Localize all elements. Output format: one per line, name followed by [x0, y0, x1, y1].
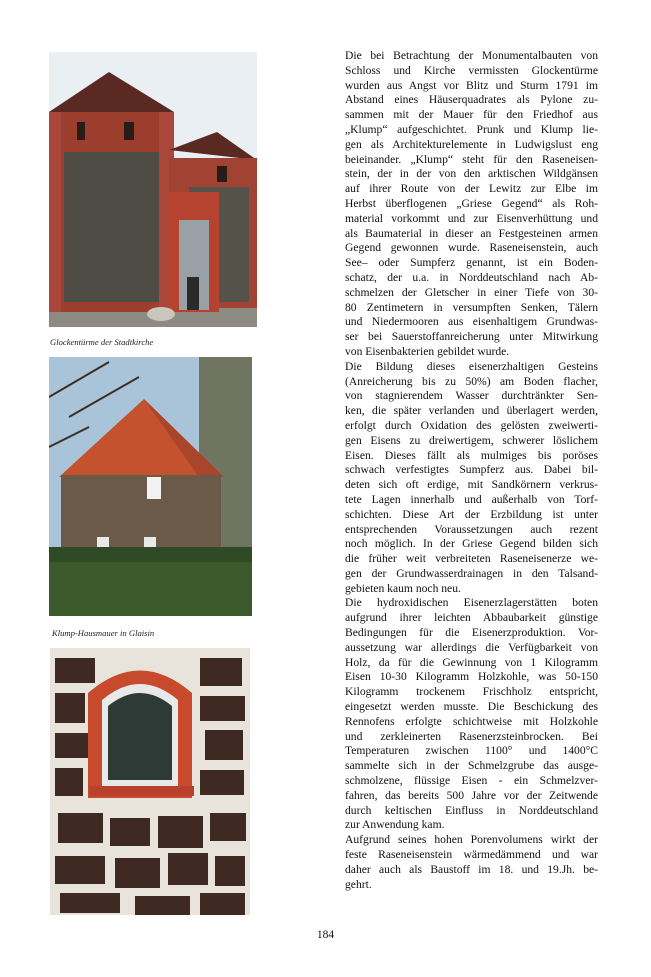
page-number: 184 — [316, 929, 335, 941]
text-line: entsprechenden Voraussetzungen auch rezent — [345, 522, 598, 536]
text-line: Herbst überflogenen „Griese Gegend“ als Roh- — [345, 196, 598, 210]
text-line: und zerkleinerten Rasenerzsteinbrocken. Bei — [345, 729, 598, 743]
text-line: Holz, da für die Gewinnung von 1 Kilogramm — [345, 655, 598, 669]
caption-bell-towers: Glockentürme der Stadtkirche — [50, 337, 154, 347]
text-line: erfolgt durch Oxidation des gelösten zweiwerti- — [345, 418, 598, 432]
text-line: Eisen. Dieses fällt als mulmiges bis poröses — [345, 448, 598, 462]
text-line: gen Eisens zu dreiwertigem, schwerer löslichem — [345, 433, 598, 447]
text-line: Die hydroxidischen Eisenerzlagerstätten boten — [345, 596, 598, 610]
text-line: Temperaturen zwischen 1100° und 1400°C — [345, 744, 598, 758]
text-line: Eisen 10-30 Kilogramm Holzkohle, was 50-150 — [345, 670, 598, 684]
text-line: Bedingungen für die Eisenerzproduktion. Vor- — [345, 626, 598, 640]
text-line: feste Raseneisenstein wärmedämmend und war — [345, 848, 598, 862]
text-line: von stagnierendem Wasser durchtränkter Sen- — [345, 389, 598, 403]
text-line: ser bei Sauerstoffanreicherung unter Mitwirkung — [345, 330, 598, 344]
text-line: aufgrund ihrer leichten Abbaubarkeit günstige — [345, 611, 598, 625]
text-line: gehrt. — [345, 877, 372, 891]
text-line: fahren, das bereits 500 Jahre vor der Zeitwende — [345, 788, 598, 802]
text-line: schichten. Diese Art der Erzbildung ist unter — [345, 507, 598, 521]
text-line: sammelte sich in der Schmelzgrube das ausge- — [345, 759, 598, 773]
text-line: die früher weit verbreiteten Raseneisenerze we- — [345, 552, 598, 566]
text-line: schwach verfestigtes Sumpferz aus. Dabei bil- — [345, 463, 598, 477]
text-line: auf ihrer Route von der Lewitz zur Elbe im — [345, 182, 598, 196]
photo-klump-house — [49, 357, 252, 616]
text-line: „Klump“ aufgeschichtet. Prunk und Klump lie- — [345, 122, 598, 136]
text-line: beieinander. „Klump“ steht für den Raseneisen- — [345, 152, 598, 166]
text-line: stein, der in der von den arktischen Wildgänsen — [345, 167, 598, 181]
photo-bell-towers — [49, 52, 257, 327]
text-line: zur Anwendung kam. — [345, 818, 445, 832]
text-line: noch möglich. In der Griese Gegend bilden sich — [345, 537, 598, 551]
photo-stone-wall-window — [50, 648, 250, 915]
text-line: tete Lagen innerhalb und außerhalb von Torf- — [345, 492, 598, 506]
text-line: (Anreicherung bis zu 50%) am Boden flacher, — [345, 374, 598, 388]
text-line: Die Bildung dieses eisenerzhaltigen Gesteins — [345, 359, 598, 373]
text-line: sammen mit der Mauer für den Friedhof aus — [345, 108, 598, 122]
text-line: schmolzene, flüssige Eisen - ein Schmelzver- — [345, 774, 598, 788]
text-line: schmelzen der Gletscher in einer Tiefe von 30- — [345, 285, 598, 299]
text-line: Rennofens erfolgte schichtweise mit Holzkohle — [345, 714, 598, 728]
caption-klump-house: Klump-Hausmauer in Glaisin — [52, 628, 155, 638]
text-line: wurden aus Angst vor Blitz und Sturm 1791 im — [345, 78, 598, 92]
body-text — [345, 49, 598, 892]
text-line: daher auch als Baustoff im 18. und 19.Jh. be- — [345, 862, 598, 876]
text-line: Schloss und Kirche vermissten Glockentürme — [345, 63, 598, 77]
text-line: gen der Grundwasserdrainagen in den Talsand- — [345, 566, 598, 580]
text-line: durch keltischen Einfluss in Norddeutschland — [345, 803, 598, 817]
text-line: Abstand eines Häuserquadrates als Pylone zu- — [345, 93, 598, 107]
text-line: eingesetzt werden musste. Die Beschickung des — [345, 700, 598, 714]
text-line: als Baumaterial in dieser an Festgesteinen armen — [345, 226, 598, 240]
text-line: von Eisenbakterien gebildet wurde. — [345, 344, 510, 358]
text-line: ken, die später verlanden und überlagert werden, — [345, 404, 598, 418]
text-line: See– oder Sumpferz genannt, ist ein Boden- — [345, 256, 598, 270]
text-line: Gegend gewonnen wurde. Raseneisenstein, auch — [345, 241, 598, 255]
text-line: Die bei Betrachtung der Monumentalbauten von — [345, 49, 598, 62]
text-line: gebieten kaum noch neu. — [345, 581, 461, 595]
text-line: Kilogramm trockenem Frischholz entspricht, — [345, 685, 598, 699]
text-line: aussetzung war allerdings die Verfügbarkeit von — [345, 640, 598, 654]
text-line: und Niedermooren aus eisenhaltigem Grundwas- — [345, 315, 598, 329]
text-line: deten sich oft erdige, mit Sandkörnern verkrus- — [345, 478, 598, 492]
text-line: gen als Architekturelemente in Ludwigslust eng — [345, 137, 598, 151]
text-line: Aufgrund seines hohen Porenvolumens wirkt der — [345, 833, 598, 847]
text-line: 80 Zentimetern in versumpften Senken, Tälern — [345, 300, 598, 314]
text-line: schatz, der u.a. in Norddeutschland nach Ab- — [345, 270, 598, 284]
text-line: material vorkommt und zur Eisenverhüttung und — [345, 211, 598, 225]
